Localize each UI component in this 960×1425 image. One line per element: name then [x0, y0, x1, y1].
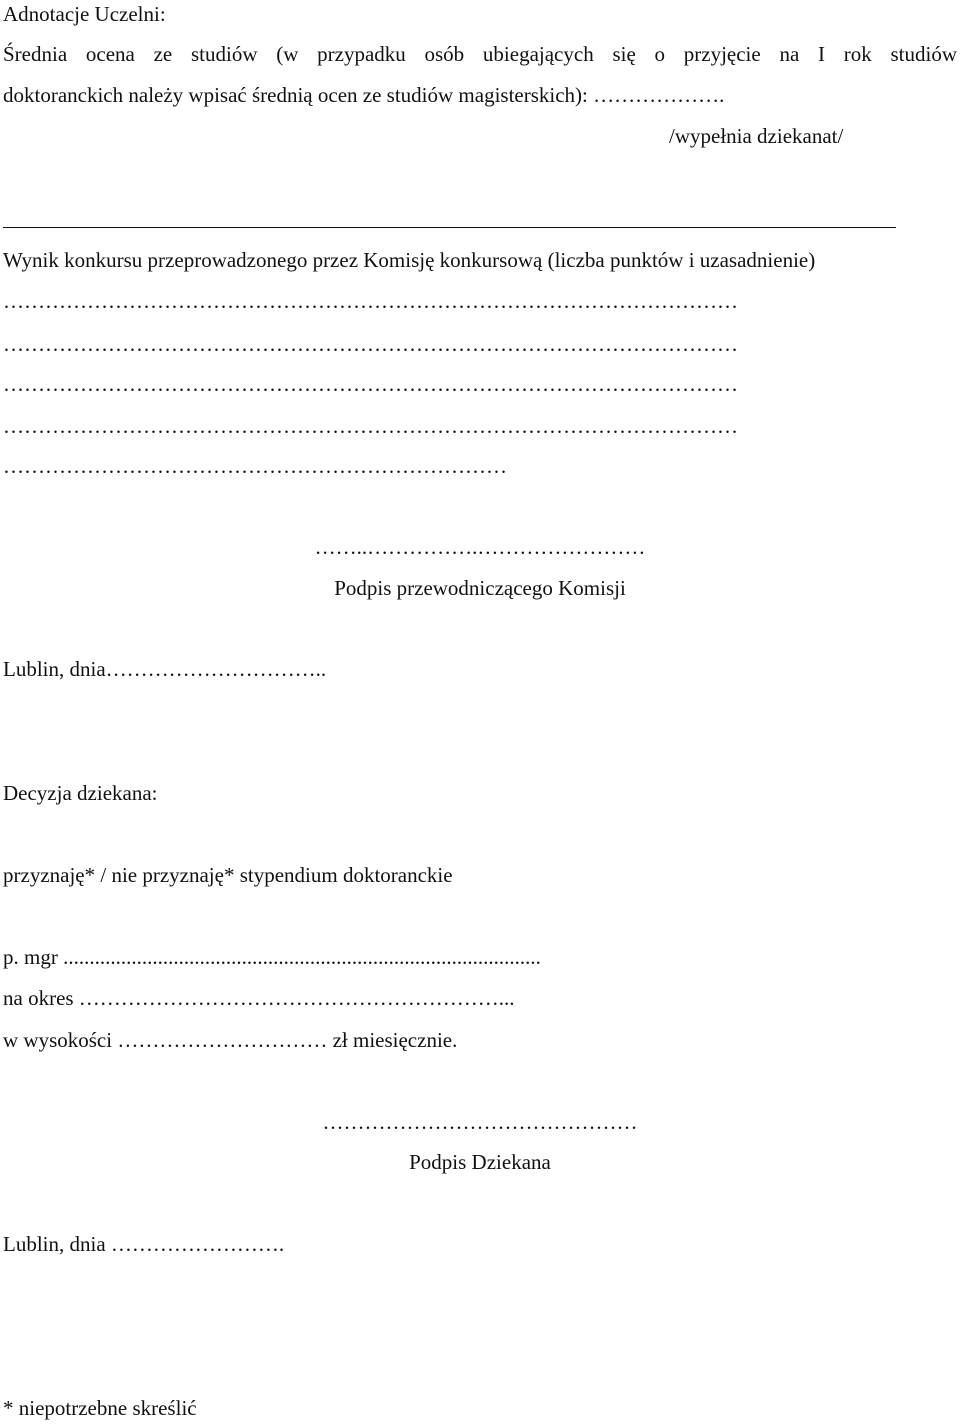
average-grade-text-line2: doktoranckich należy wpisać średnią ocen ze studiów magisterskich): ………………. [3, 83, 725, 107]
amount-line: w wysokości ………………………… zł miesięcznie. [3, 1028, 458, 1052]
competition-result-dots-1: …………………………………………………………………………………………… [3, 289, 738, 313]
recipient-line: p. mgr ........................................................................................... [3, 945, 541, 969]
average-grade-text-line1: Średnia ocena ze studiów (w przypadku osób ubiegających się o przyjęcie na I rok studiów [3, 42, 957, 66]
dean-signature-label: Podpis Dziekana [409, 1150, 551, 1174]
dean-date-line: Lublin, dnia ……………………. [3, 1232, 285, 1256]
period-line: na okres ……………………………………………………... [3, 986, 515, 1010]
competition-result-label: Wynik konkursu przeprowadzonego przez Komisję konkursową (liczba punktów i uzasadnienie) [3, 248, 816, 272]
footnote: * niepotrzebne skreślić [3, 1396, 197, 1420]
grant-decision-line: przyznaję* / nie przyznaję* stypendium doktoranckie [3, 863, 453, 887]
competition-result-dots-5: ……………………………………………………………… [3, 454, 507, 478]
competition-result-dots-4: …………………………………………………………………………………………… [3, 414, 738, 438]
competition-result-dots-2: …………………………………………………………………………………………… [3, 332, 738, 356]
competition-result-dots-3: …………………………………………………………………………………………… [3, 372, 738, 396]
dean-signature-dots: ……………………………………… [322, 1110, 638, 1134]
dean-decision-heading: Decyzja dziekana: [3, 781, 158, 805]
dean-office-note: /wypełnia dziekanat/ [669, 124, 844, 148]
committee-date-line: Lublin, dnia………………………….. [3, 657, 327, 681]
annotations-heading: Adnotacje Uczelni: [3, 2, 166, 26]
section-divider [3, 227, 896, 228]
committee-signature-dots: ……..…………….…………………… [314, 535, 646, 559]
committee-signature-label: Podpis przewodniczącego Komisji [334, 576, 626, 600]
